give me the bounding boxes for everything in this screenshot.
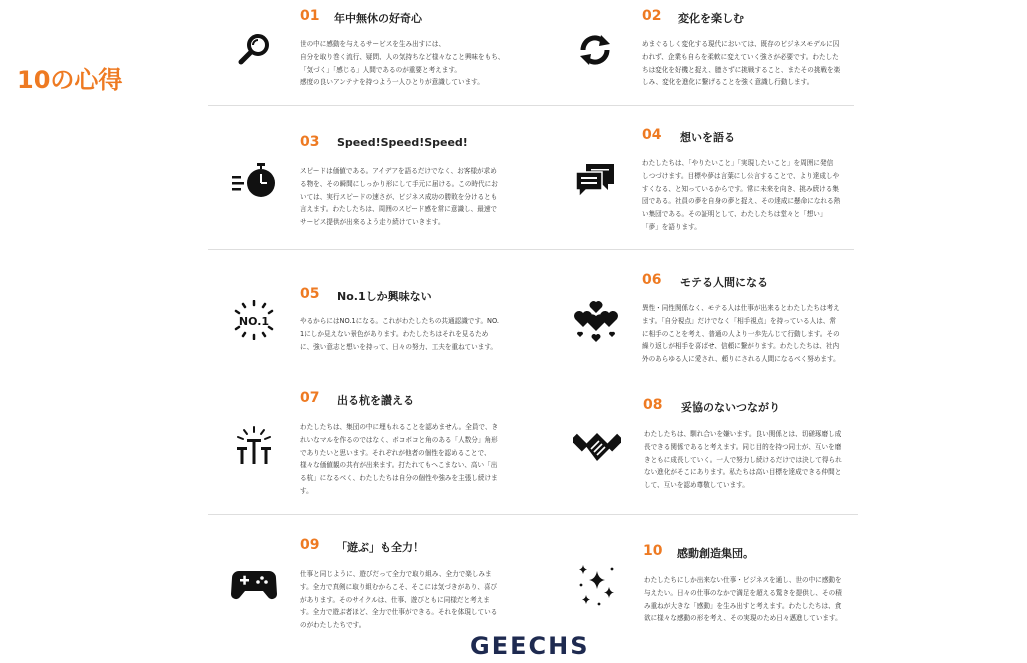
item-number: 01 [300,8,320,24]
item-title: 出る杭を讃える [337,394,414,407]
item-number: 04 [642,127,662,143]
item-number: 09 [300,537,320,553]
item-number: 10 [643,543,663,559]
item-title: No.1しか興味ない [337,290,432,303]
item-number: 02 [642,8,662,24]
hearts-icon [572,297,620,343]
item-number: 06 [642,272,662,288]
speech-bubbles-icon [574,162,616,200]
item-body: 世の中に感動を与えるサービスを生み出すには、 自分を取り巻く流行、疑問、人の気持ちなど様々なこと興味をもち、 「気づく」「感じる」人間であるのが重要と考えます。 感度の良いアンテナを持つよう一人ひとりが意識しています。 [300,40,505,87]
item-title: 想いを語る [680,131,735,144]
refresh-arrows-icon [577,33,613,67]
stakes-icon [235,426,273,466]
item-number: 05 [300,286,320,302]
item-body: やるからにはNO.1になる。これがわたしたちの共通認識です。NO. 1にしか見えない景色があります。わたしたちはそれを見るため に、強い意志と想いを持って、日々の努力、工夫を重ねています。 [300,317,500,351]
item-title: モテる人間になる [680,276,768,289]
page-title: 10の心得 [17,66,123,94]
item-number: 07 [300,390,320,406]
item-body: わたしたちにしか出来ない仕事・ビジネスを通し、世の中に感動を 与えたい。日々の仕事のなかで満足を超える驚きを提供し、その積 み重ねが大きな「感動」を生み出すと考えます。わたしたちは、貪 欲に様々な感動の形を考え、その実現のため日々邁進しています。 [644,576,842,623]
item-body: わたしたちは、「やりたいこと」「実現したいこと」を周囲に発信 しつづけます。目標や夢は言葉にし公言することで、より達成しや すくなる、と知っているからです。常に未来を向き、挑み続ける集 団である。社員の夢を自身の夢と捉え、その達成に懸命になれる熱 い集団である。その証明として、わたしたちは堂々と「想い」 「夢」を語ります。 [642,159,841,231]
item-title: 変化を楽しむ [678,12,744,25]
item-number: 08 [643,397,663,413]
row-divider [208,514,858,515]
stopwatch-icon [231,162,279,200]
row-divider [208,105,854,106]
item-title: Speed!Speed!Speed! [337,136,468,149]
company-logo: GEECHS [470,632,590,660]
item-body: スピードは価値である。アイデアを語るだけでなく、お客様が求め る物を、その瞬間にしっかり形にして手元に届ける。この時代にお いては、実行スピードの速さが、ビジネス成功の勝敗を分けるとも 言えます。わたしたちは、周囲のスピード感を常に意識し、最速で サービス提供が出来るよう走り続けていきます。 [300,167,498,227]
item-body: めまぐるしく変化する現代においては、既存のビジネスモデルに囚 われず、企業も自らを柔軟に変えていく強さが必要です。わたした ちは変化を好機と捉え、臆さずに挑戦すること、またその挑戦を楽 しみ、変化を進化に繋げることを強く意識し行動します。 [642,40,841,87]
no1-badge-icon [233,300,275,340]
item-body: 仕事と同じように、遊びだって全力で取り組み、全力で楽しみま す。全力で真剣に取り組むからこそ、そこには気づきがあり、喜び があります。そのサイクルは、仕事、遊びともに同様だと考えま す。全力で遊ぶ者ほど、全力で仕事ができる。それを体現している のがわたしたちです。 [300,570,498,630]
item-title: 感動創造集団。 [677,547,754,560]
item-number: 03 [300,134,320,150]
item-body: 異性・同性関係なく、モテる人は仕事が出来るとわたしたちは考え ます。「自分視点」だけでなく「相手視点」を持っている人は、常 に相手のことを考え、普通の人より一歩先んじて行動します。その 繰り返しが相手を喜ばせ、信頼に繋がります。わたしたちは、社内 外のあらゆる人に愛され、頼りにされる人間になるべく努めます。 [642,304,840,364]
item-title: 妥協のないつながり [681,401,780,414]
item-title: 年中無休の好奇心 [334,12,422,25]
badge-text: NO.1 [238,315,270,328]
row-divider [208,249,854,250]
gamepad-icon [231,567,277,601]
magnifier-icon [236,32,272,66]
handshake-icon [573,423,621,467]
item-body: わたしたちは、集団の中に埋もれることを認めません。全員で、き れいなマルを作るのではなく、ボコボコと角のある「人数分」角形 でありたいと思います。それぞれが他者の個性を認めることで、 様々な価値観の共有が出来ます。打たれてもへこまない、高い「出 る杭」になるべく、わたしたちは自分の個性や強みを主張し続けま す。 [300,423,499,495]
sparkles-icon [577,563,617,607]
item-body: わたしたちは、馴れ合いを嫌います。良い関係とは、切磋琢磨し成 長できる関係であると考えます。同じ目的を持つ同士が、互いを磨 きともに成長していく。一人で努力し続けるだけでは決して得られ ない進化がそこにあります。私たちは高い目標を達成できる仲間と して、互いを認め尊敬しています。 [644,430,842,490]
item-title: 「遊ぶ」も全力！ [336,541,424,554]
